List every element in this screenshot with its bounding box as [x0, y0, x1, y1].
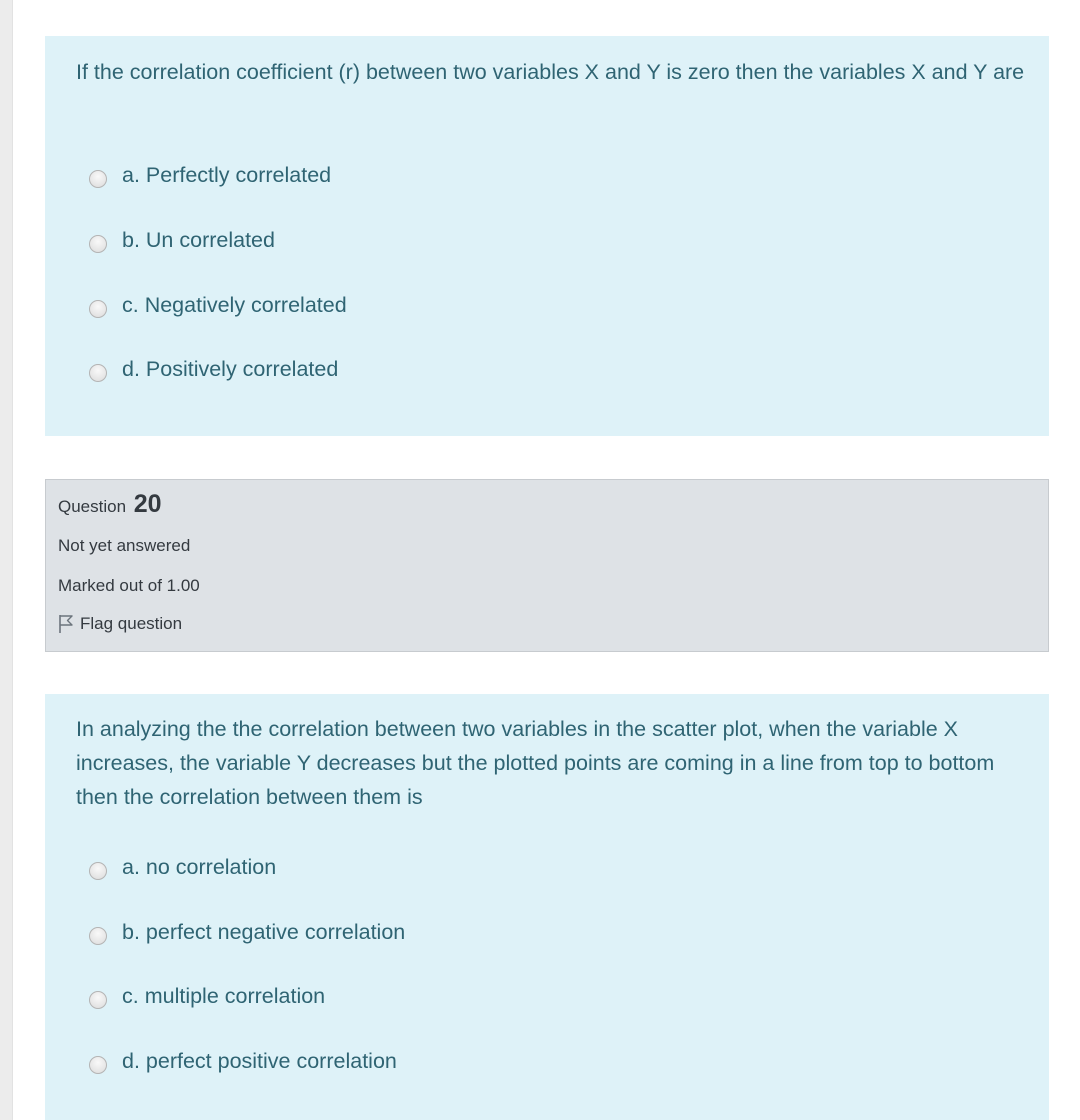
question-20-content	[45, 694, 1049, 1120]
q20-option-a-label: a. no correlation	[122, 854, 277, 879]
question-number	[58, 490, 162, 519]
question-state: Not yet answered	[58, 536, 191, 555]
q19-radio-c[interactable]	[89, 300, 107, 318]
flag-question-label[interactable]: Flag question	[80, 614, 183, 633]
q19-option-c[interactable]	[89, 288, 347, 322]
q19-option-d-label: d. Positively correlated	[122, 356, 339, 381]
q20-option-d[interactable]	[89, 1044, 397, 1078]
question-20-text: In analyzing the the correlation between two variables in the scatter plot, when the variable X increases, the variable Y decreases but the plotted points are coming in a line from top to bottom then the correlation between them is	[76, 717, 995, 809]
question-grade: Marked out of 1.00	[58, 576, 200, 595]
q19-radio-b[interactable]	[89, 235, 107, 253]
q19-option-a-label: a. Perfectly correlated	[122, 162, 332, 187]
q20-option-a[interactable]	[89, 850, 276, 884]
q19-option-a[interactable]	[89, 158, 331, 192]
q20-option-c[interactable]	[89, 979, 325, 1013]
question-number-value: 20	[133, 490, 162, 518]
q20-option-b-label: b. perfect negative correlation	[122, 919, 406, 944]
flag-outline-icon[interactable]	[58, 614, 74, 634]
q20-option-b[interactable]	[89, 915, 405, 949]
question-19-text: If the correlation coefficient (r) between two variables X and Y is zero then the variables X and Y are	[76, 60, 1025, 84]
q20-radio-a[interactable]	[89, 862, 107, 880]
q20-radio-b[interactable]	[89, 927, 107, 945]
question-20-info-panel	[45, 479, 1049, 652]
q20-radio-c[interactable]	[89, 991, 107, 1009]
q19-radio-a[interactable]	[89, 170, 107, 188]
flag-question-link[interactable]	[58, 614, 182, 634]
q20-option-d-label: d. perfect positive correlation	[122, 1048, 397, 1073]
q19-radio-d[interactable]	[89, 364, 107, 382]
q19-option-c-label: c. Negatively correlated	[122, 292, 347, 317]
q20-radio-d[interactable]	[89, 1056, 107, 1074]
question-19-content	[45, 36, 1049, 436]
q19-option-b-label: b. Un correlated	[122, 227, 275, 252]
left-rail	[0, 0, 13, 1120]
q19-option-d[interactable]	[89, 352, 338, 386]
q19-option-b[interactable]	[89, 223, 275, 257]
question-word: Question	[58, 497, 127, 516]
q20-option-c-label: c. multiple correlation	[122, 983, 326, 1008]
